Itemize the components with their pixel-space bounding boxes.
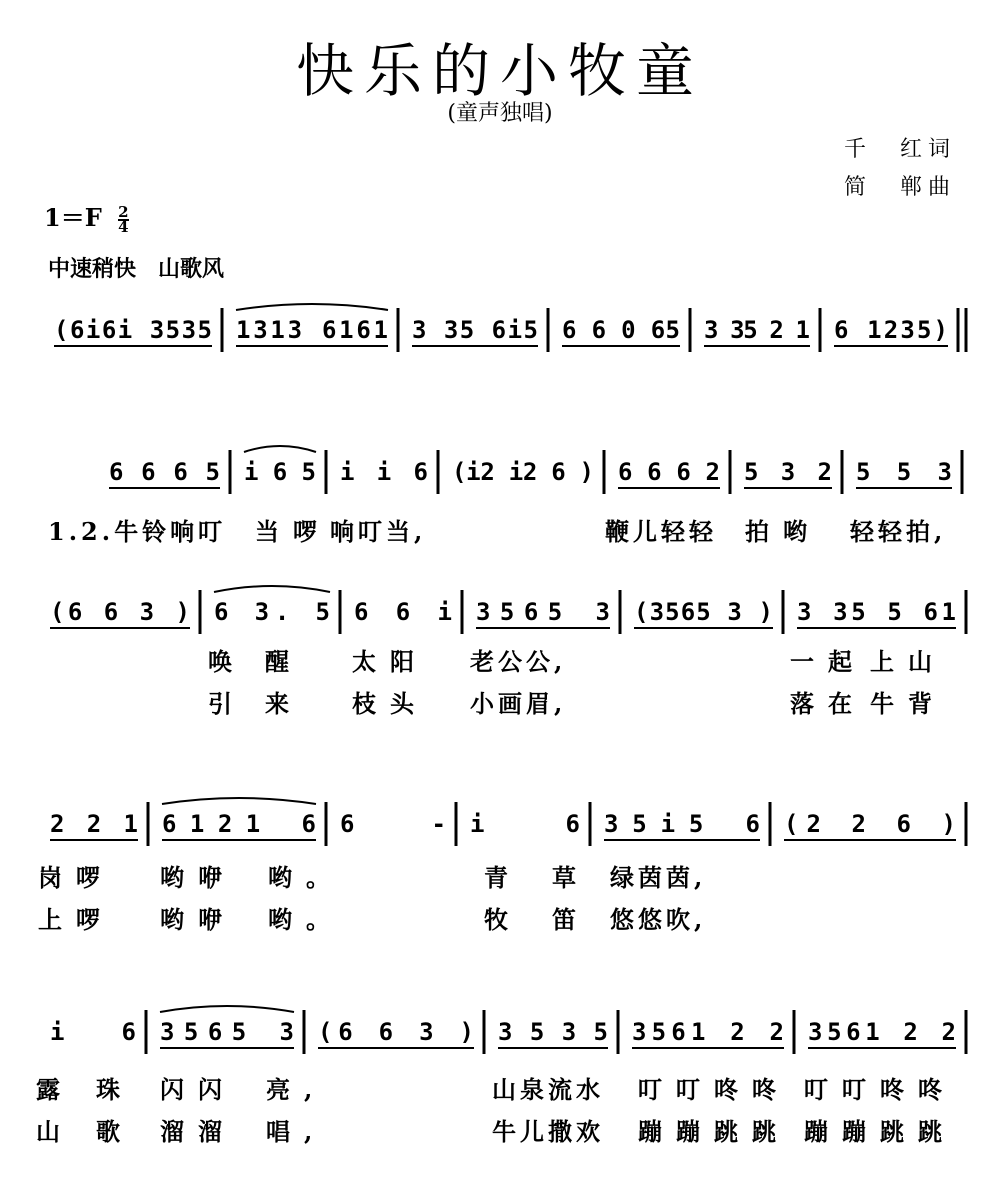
lyric-row <box>0 858 1000 892</box>
song-title: 快乐的小牧童 <box>295 37 704 105</box>
slur-mark <box>214 586 330 592</box>
notation-line <box>0 794 1000 854</box>
song-subtitle: (童声独唱) <box>447 101 553 126</box>
lyric-word: 一起 <box>790 647 866 676</box>
lyric-word: 轻轻拍, <box>850 517 947 546</box>
lyric-word: 牛儿撒欢 <box>492 1117 604 1146</box>
measure-notes: 1313 6161 <box>236 316 388 344</box>
lyric-word: 咚咚 <box>714 1075 790 1104</box>
lyric-word: 鞭儿轻轻 <box>605 517 717 546</box>
measure-notes: 35i5 6 <box>604 810 760 838</box>
lyric-word: 蹦蹦 <box>804 1117 880 1146</box>
lyric-word: 小画眉, <box>470 689 567 718</box>
measure-notes: 3561 2 2 <box>632 1018 784 1046</box>
notation-line-svg <box>0 582 1000 642</box>
lyric-word: 当啰 <box>255 517 331 546</box>
measure-notes: 6 - <box>340 810 446 838</box>
measure-notes: 3 35 6i5 <box>412 316 538 344</box>
measure-notes: 5 3 2 <box>744 458 832 486</box>
lyric-word: 引 <box>208 689 246 718</box>
lyric-word: 跳跳 <box>714 1117 790 1146</box>
lyric-word: 蹦蹦 <box>638 1117 714 1146</box>
measure-notes: 5 5 3 <box>856 458 952 486</box>
measure-notes: 3 35 2 1 <box>704 316 810 344</box>
measure-notes: (6 6 3 ) <box>50 598 190 626</box>
measure-notes: i i 6 <box>340 458 428 486</box>
slur-mark <box>162 798 316 804</box>
lyric-word: 溜溜 <box>160 1117 236 1146</box>
lyric-word: 上啰 <box>38 905 114 934</box>
lyric-row <box>0 684 1000 718</box>
lyric-word: 哟咿 <box>160 863 236 892</box>
lyric-word: 来 <box>265 689 303 718</box>
lyric-word: 老公公, <box>470 647 567 676</box>
measure-notes: i 6 <box>50 1018 136 1046</box>
lyric-word: 笛 <box>552 905 590 934</box>
lyric-row <box>0 512 1000 546</box>
measure-notes: i 6 5 <box>244 458 316 486</box>
measure-notes: i 6 <box>470 810 580 838</box>
measure-notes: 3565 3 <box>476 598 610 626</box>
lyric-word: 醒 <box>265 647 303 676</box>
notation-line <box>0 582 1000 642</box>
lyric-word: 绿茵茵, <box>610 863 707 892</box>
measure-notes: (6i6i 3535 <box>54 316 212 344</box>
lyric-word: 闪闪 <box>160 1075 236 1104</box>
lyric-row <box>0 1070 1000 1104</box>
lyric-word: 牛背 <box>870 689 946 718</box>
lyric-word: 咚咚 <box>880 1075 956 1104</box>
measure-notes: 6 1235) <box>834 316 948 344</box>
lyric-word: 青 <box>484 863 522 892</box>
measure-notes: (i2 i2 6 ) <box>452 458 594 486</box>
lyric-word: 1.2.牛铃响叮 <box>48 517 227 546</box>
measure-notes: 6 3. 5 <box>214 598 330 626</box>
measure-notes: 3565 3 <box>160 1018 294 1046</box>
notation-line-svg <box>0 794 1000 854</box>
lyric-word: 响叮当, <box>330 517 427 546</box>
lyric-word: 枝头 <box>352 689 428 718</box>
measure-notes: 3 35 5 61 <box>797 598 956 626</box>
lyric-word: 哟。 <box>268 905 344 934</box>
tempo-marking: 中速稍快 山歌风 <box>48 257 225 282</box>
notation-line-svg <box>0 300 1000 360</box>
slur-mark <box>244 446 316 452</box>
notation-line <box>0 300 1000 360</box>
measure-notes: (3565 3 ) <box>634 598 773 626</box>
lyric-word: 叮叮 <box>638 1075 714 1104</box>
measure-notes: 6 6 i <box>354 598 452 626</box>
lyric-word: 太阳 <box>352 647 428 676</box>
measure-notes: 3561 2 2 <box>808 1018 956 1046</box>
lyric-word: 歌 <box>96 1117 134 1146</box>
lyric-word: 唤 <box>208 647 246 676</box>
time-signature-top: 2 <box>118 202 129 221</box>
lyric-word: 叮叮 <box>804 1075 880 1104</box>
lyric-word: 哟咿 <box>160 905 236 934</box>
time-signature-bottom: 4 <box>118 217 129 236</box>
lyric-word: 岗啰 <box>38 863 114 892</box>
lyric-row <box>0 642 1000 676</box>
lyric-word: 山泉流水 <box>492 1075 604 1104</box>
lyric-word: 唱, <box>266 1117 327 1146</box>
notation-line-svg <box>0 442 1000 502</box>
lyric-word: 跳跳 <box>880 1117 956 1146</box>
key-label: 1＝F <box>44 203 102 232</box>
lyric-word: 哟。 <box>268 863 344 892</box>
slur-mark <box>160 1006 294 1012</box>
lyric-row <box>0 1112 1000 1146</box>
measure-notes: 6121 6 <box>162 810 316 838</box>
measure-notes: 3 5 3 5 <box>498 1018 608 1046</box>
lyric-word: 悠悠吹, <box>610 905 707 934</box>
key-signature <box>44 198 129 234</box>
lyric-word: 落在 <box>790 689 866 718</box>
composer-credit: 简 郸曲 <box>843 175 956 200</box>
measure-notes: 6 6 6 5 <box>109 458 220 486</box>
notation-line <box>0 1002 1000 1062</box>
lyric-word: 牧 <box>484 905 522 934</box>
slur-mark <box>236 304 388 310</box>
lyric-word: 露 <box>36 1075 74 1104</box>
lyric-row <box>0 900 1000 934</box>
measure-notes: 6 6 6 2 <box>618 458 720 486</box>
lyricist-credit: 千 红词 <box>843 137 956 162</box>
notation-line <box>0 442 1000 502</box>
lyric-word: 亮, <box>266 1075 327 1104</box>
notation-line-svg <box>0 1002 1000 1062</box>
lyric-word: 拍哟 <box>745 517 821 546</box>
measure-notes: 6 6 0 65 <box>562 316 680 344</box>
measure-notes: 2 2 1 <box>50 810 138 838</box>
lyric-word: 山 <box>36 1117 74 1146</box>
lyric-word: 草 <box>552 863 590 892</box>
measure-notes: (2 2 6 ) <box>784 810 956 838</box>
measure-notes: (6 6 3 ) <box>318 1018 474 1046</box>
lyric-word: 珠 <box>96 1075 134 1104</box>
lyric-word: 上山 <box>870 647 946 676</box>
